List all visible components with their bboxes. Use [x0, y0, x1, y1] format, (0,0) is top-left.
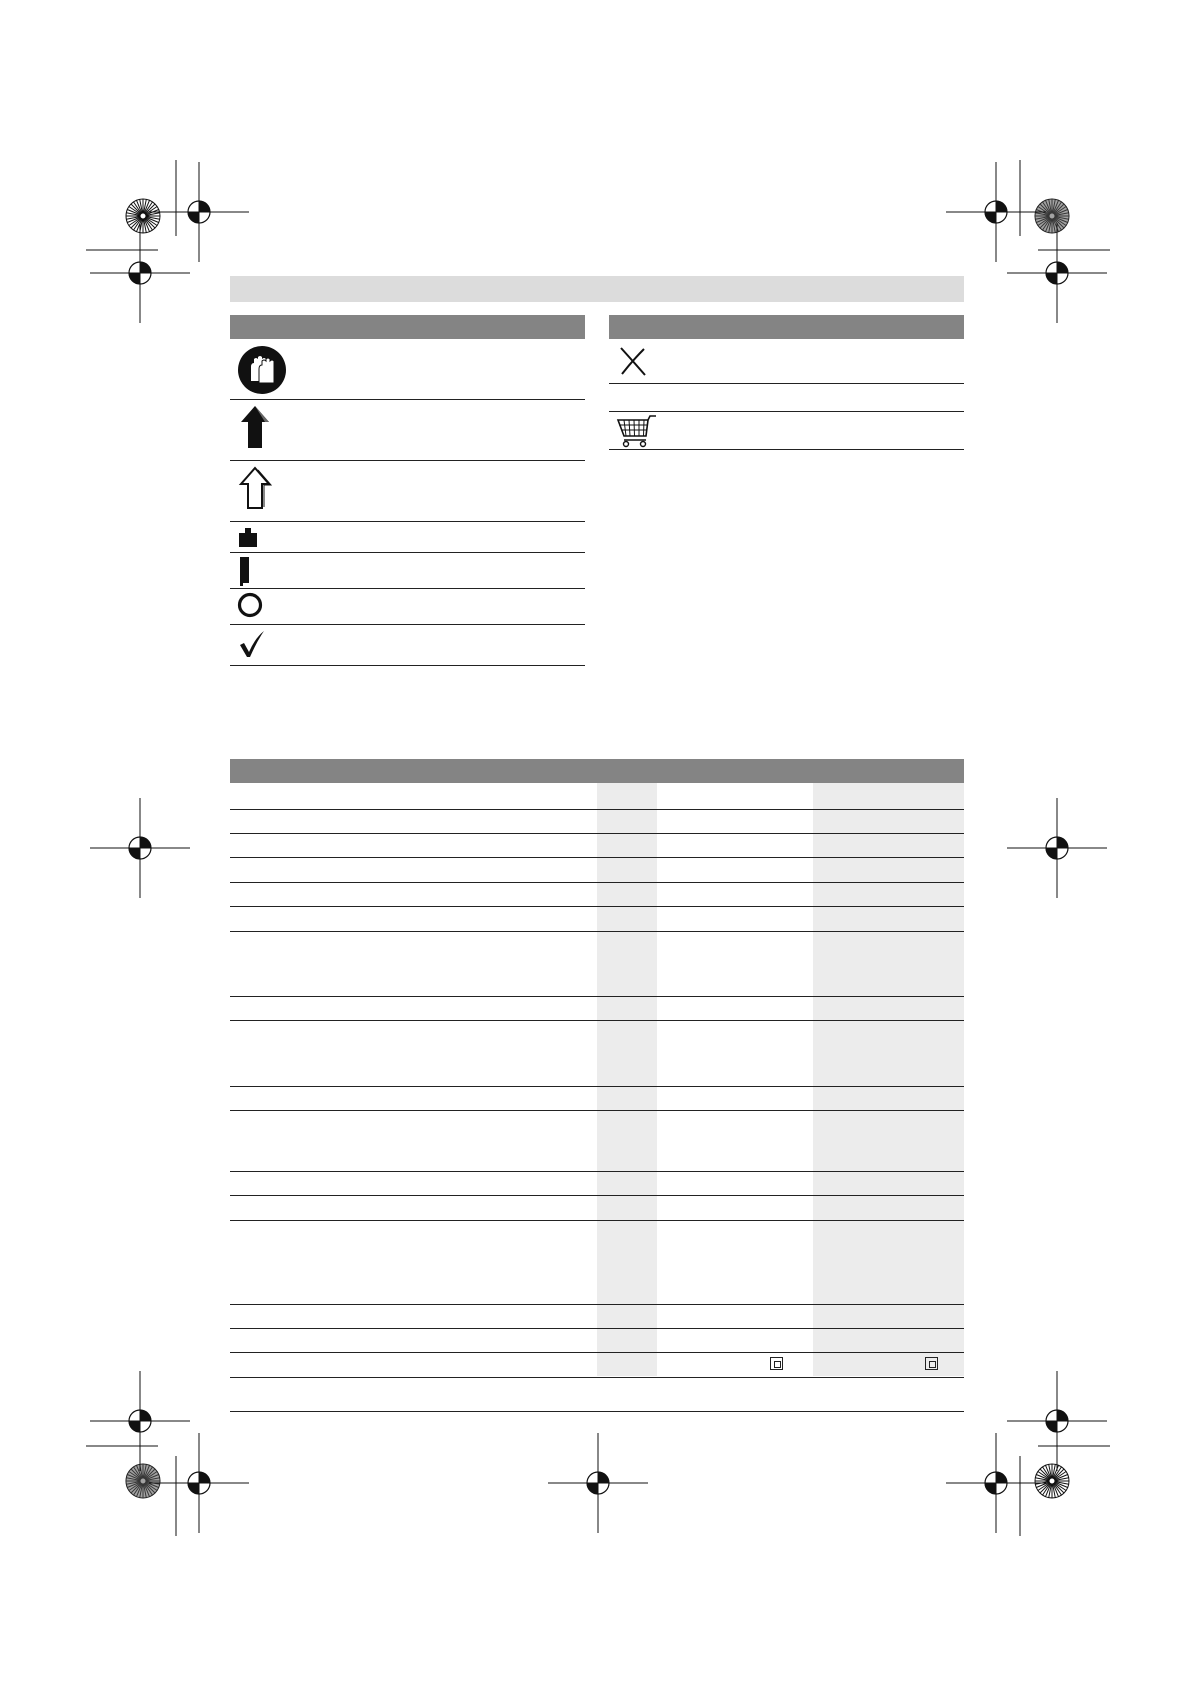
table-row — [230, 1220, 964, 1221]
table-row — [230, 1086, 964, 1087]
table-row — [230, 1328, 964, 1329]
row-divider — [230, 460, 585, 461]
up-arrow-outline-icon — [238, 465, 272, 511]
table-column-shaded — [597, 783, 657, 1376]
row-divider — [230, 665, 585, 666]
row-divider — [609, 383, 964, 384]
table-row — [230, 1411, 964, 1412]
cross-icon — [617, 345, 649, 377]
table-row — [230, 906, 964, 907]
table-row — [230, 1304, 964, 1305]
shopping-cart-icon — [616, 414, 658, 448]
table-row — [230, 1020, 964, 1021]
table-row — [230, 1171, 964, 1172]
table-row — [230, 1195, 964, 1196]
row-divider — [230, 521, 585, 522]
table-row — [230, 996, 964, 997]
symbols-panel-right-header — [609, 315, 964, 339]
table-row — [230, 809, 964, 810]
class-ii-insulation-icon — [770, 1357, 783, 1370]
row-divider — [230, 552, 585, 553]
circle-icon — [236, 591, 264, 619]
row-divider — [230, 588, 585, 589]
row-divider — [230, 624, 585, 625]
table-row — [230, 833, 964, 834]
weight-icon — [236, 525, 260, 549]
table-row — [230, 1110, 964, 1111]
table-row — [230, 931, 964, 932]
table-column-shaded — [813, 783, 964, 1376]
class-ii-insulation-icon — [925, 1357, 938, 1370]
gloves-icon — [237, 345, 287, 395]
page-header-band — [230, 276, 964, 302]
checkmark-icon — [237, 628, 267, 660]
vertical-bar-icon — [238, 555, 252, 587]
table-row — [230, 1377, 964, 1378]
row-divider — [609, 411, 964, 412]
row-divider — [230, 399, 585, 400]
table-row — [230, 857, 964, 858]
up-arrow-filled-icon — [238, 404, 272, 450]
row-divider — [609, 449, 964, 450]
technical-data-table-header — [230, 759, 964, 783]
symbols-panel-left-header — [230, 315, 585, 339]
table-row — [230, 1352, 964, 1353]
table-row — [230, 882, 964, 883]
